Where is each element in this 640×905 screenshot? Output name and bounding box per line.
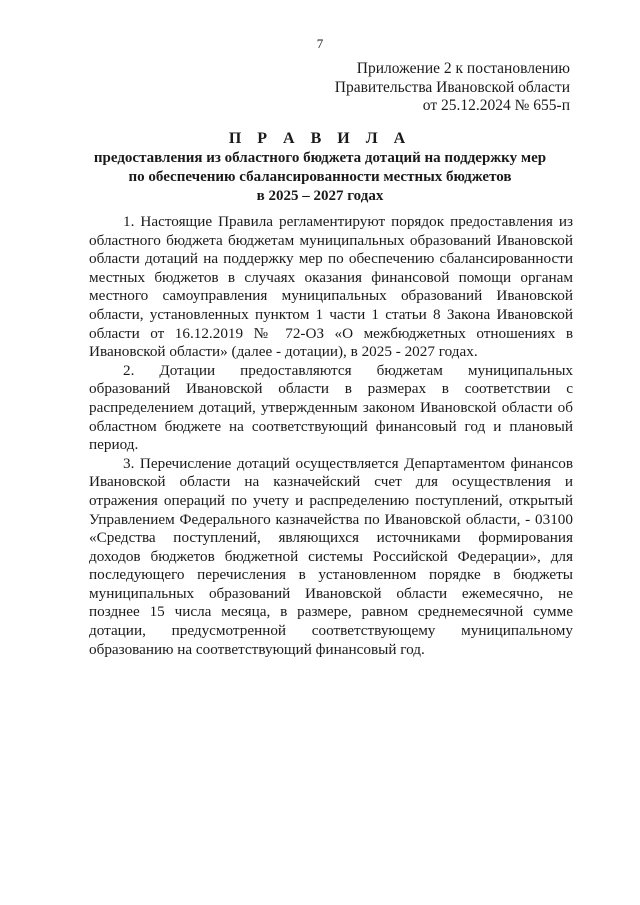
subtitle-line: в 2025 – 2027 годах [256,188,384,204]
text-line: «Средства поступлений, являющихся источниками формирования [89,529,573,547]
paragraph-3 [89,455,573,660]
text-line: местного самоуправления муниципальных образований Ивановской [89,287,573,305]
text-line: областного бюджета бюджетам муниципальных образований Ивановской [89,231,573,249]
page-number: 7 [316,36,324,51]
appendix-line: от 25.12.2024 № 655-п [422,97,570,114]
subtitle-line: предоставления из областного бюджета дотаций на поддержку мер [93,150,547,166]
text-line: позднее 15 числа месяца, в размере, равном среднемесячной сумме [89,603,573,621]
text-line: местных бюджетов в случаях оказания финансовой помощи органам [89,268,573,286]
text-line: отражения операций по учету и распределению поступлений, открытый [89,491,573,509]
paragraph-1 [89,213,573,362]
text-line: доходов бюджетов бюджетной системы Российской Федерации», для [89,547,573,565]
document-title: П Р А В И Л А [228,130,412,147]
appendix-line: Правительства Ивановской области [334,78,570,96]
text-line: Управлением Федерального казначейства по Ивановской области, - 03100 [89,510,573,528]
text-line: образований Ивановской области в размерах в соответствии с [89,380,573,398]
text-line: распределением дотаций, утвержденным законом Ивановской области об [89,398,573,416]
paragraph-2 [89,362,573,455]
text-line: муниципальных образований Ивановской области ежемесячно, не [89,584,573,602]
text-line: областном бюджете на соответствующий финансовый год и плановый [89,417,573,435]
text-line: области, установленных пунктом 1 части 1 статьи 8 Закона Ивановской [89,305,573,323]
appendix-reference [335,60,570,116]
text-line: Ивановской области на казначейский счет для осуществления и [89,473,573,491]
subtitle-line: по обеспечению сбалансированности местных бюджетов [128,169,512,185]
text-line: Ивановской области» (далее - дотации), в 2025 - 2027 годах. [89,343,478,361]
text-line: области от 16.12.2019 № 72-ОЗ «О межбюджетных отношениях в [89,324,573,342]
text-line: 3. Перечисление дотаций осуществляется Департаментом финансов [123,454,573,472]
text-line: области дотаций на поддержку мер по обеспечению сбалансированности [89,250,573,268]
text-line: последующего перечисления в установленном порядке в бюджеты [89,566,573,584]
text-line: 2. Дотации предоставляются бюджетам муниципальных [123,361,573,379]
text-line: период. [89,436,139,454]
appendix-line: Приложение 2 к постановлению [356,60,570,77]
document-subtitle [0,149,640,206]
text-line: 1. Настоящие Правила регламентируют порядок предоставления из [123,213,573,230]
document-body [89,213,573,659]
text-line: образованию на соответствующий финансовый год. [89,640,425,658]
text-line: дотации, предусмотренной соответствующему муниципальному [89,622,573,640]
